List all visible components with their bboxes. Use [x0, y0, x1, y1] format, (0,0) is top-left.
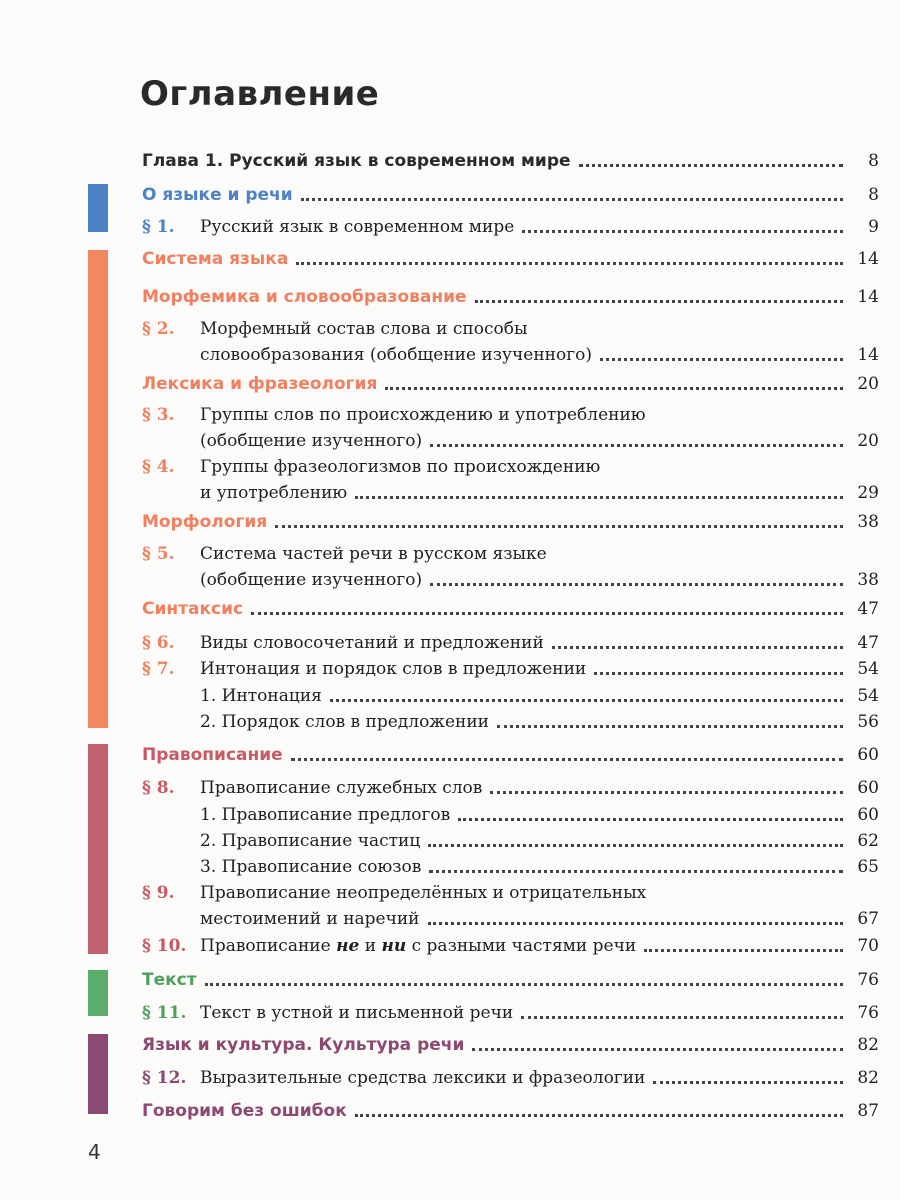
- page-number: 4: [88, 1140, 101, 1164]
- toc-subitem[interactable]: [142, 707, 879, 733]
- page-ref: 82: [857, 1035, 879, 1055]
- page-ref: 8: [868, 151, 879, 171]
- page-ref: 60: [857, 805, 879, 825]
- toc-section[interactable]: [142, 1096, 879, 1122]
- paragraph-title-cont: местоимений и наречий: [200, 909, 420, 929]
- section-title: Правописание: [142, 745, 283, 765]
- toc-section[interactable]: [142, 369, 879, 395]
- toc-paragraph-cont[interactable]: [142, 478, 879, 504]
- toc-section[interactable]: [142, 244, 879, 270]
- page-ref: 56: [857, 712, 879, 732]
- paragraph-title: Правописание не и ни с разными частями речи: [200, 936, 637, 956]
- page-ref: 60: [857, 745, 879, 765]
- paragraph-number: § 11.: [142, 1003, 187, 1023]
- toc-paragraph[interactable]: [142, 1063, 879, 1089]
- paragraph-title: Интонация и порядок слов в предложении: [200, 659, 587, 679]
- page-ref: 60: [857, 778, 879, 798]
- toc-paragraph[interactable]: [142, 654, 879, 680]
- paragraph-number: § 3.: [142, 405, 175, 425]
- page-ref: 82: [857, 1068, 879, 1088]
- section-title: Лексика и фразеология: [142, 374, 378, 394]
- color-bar-rose: [88, 744, 108, 954]
- toc-paragraph-cont[interactable]: [142, 565, 879, 591]
- toc-subitem[interactable]: [142, 852, 879, 878]
- toc-section[interactable]: [142, 282, 879, 308]
- page-ref: 54: [857, 686, 879, 706]
- paragraph-title: Группы фразеологизмов по происхождению: [200, 457, 601, 477]
- leader-dots: [430, 583, 843, 586]
- toc-paragraph[interactable]: [142, 998, 879, 1024]
- paragraph-number: § 4.: [142, 457, 175, 477]
- toc-paragraph[interactable]: [142, 878, 879, 904]
- leader-dots: [497, 725, 843, 728]
- page-ref: 62: [857, 831, 879, 851]
- paragraph-title: Русский язык в современном мире: [200, 217, 515, 237]
- chapter-label: Глава 1. Русский язык в современном мире: [142, 151, 571, 171]
- leader-dots: [251, 612, 843, 615]
- subitem-title: 3. Правописание союзов: [200, 857, 422, 877]
- leader-dots: [291, 758, 843, 761]
- toc-paragraph-cont[interactable]: [142, 340, 879, 366]
- leader-dots: [472, 1048, 843, 1051]
- section-title: Говорим без ошибок: [142, 1101, 347, 1121]
- paragraph-title: Система частей речи в русском языке: [200, 544, 547, 564]
- page-ref: 65: [857, 857, 879, 877]
- leader-dots: [301, 198, 843, 201]
- leader-dots: [385, 387, 843, 390]
- toc-paragraph[interactable]: [142, 931, 879, 957]
- section-title: Язык и культура. Культура речи: [142, 1035, 465, 1055]
- color-bar-green: [88, 970, 108, 1016]
- paragraph-title: Выразительные средства лексики и фразеологии: [200, 1068, 646, 1088]
- paragraph-number: § 6.: [142, 633, 175, 653]
- subitem-title: 2. Порядок слов в предложении: [200, 712, 489, 732]
- paragraph-title: Правописание неопределённых и отрицательных: [200, 883, 647, 903]
- paragraph-title: Морфемный состав слова и способы: [200, 319, 528, 339]
- page-ref: 76: [857, 1003, 879, 1023]
- subitem-title: 1. Интонация: [200, 686, 322, 706]
- toc-section[interactable]: [142, 180, 879, 206]
- toc-paragraph[interactable]: [142, 539, 879, 565]
- leader-dots: [330, 699, 843, 702]
- paragraph-title: Текст в устной и письменной речи: [200, 1003, 514, 1023]
- toc-section[interactable]: [142, 507, 879, 533]
- toc-subitem[interactable]: [142, 681, 879, 707]
- toc-section[interactable]: [142, 740, 879, 766]
- paragraph-number: § 5.: [142, 544, 175, 564]
- paragraph-number: § 1.: [142, 217, 175, 237]
- page-ref: 47: [857, 633, 879, 653]
- leader-dots: [205, 983, 843, 986]
- paragraph-title-cont: (обобщение изученного): [200, 570, 423, 590]
- toc-paragraph[interactable]: [142, 773, 879, 799]
- color-bar-orange: [88, 250, 108, 728]
- paragraph-number: § 10.: [142, 936, 187, 956]
- paragraph-title-cont: (обобщение изученного): [200, 431, 423, 451]
- page-ref: 20: [857, 374, 879, 394]
- toc-section[interactable]: [142, 1030, 879, 1056]
- page-ref: 29: [857, 483, 879, 503]
- paragraph-title: Группы слов по происхождению и употреблению: [200, 405, 646, 425]
- toc-subitem[interactable]: [142, 826, 879, 852]
- page-ref: 14: [857, 249, 879, 269]
- page-ref: 8: [868, 185, 879, 205]
- leader-dots: [429, 870, 843, 873]
- page-ref: 67: [857, 909, 879, 929]
- page-ref: 9: [868, 217, 879, 237]
- page-ref: 87: [857, 1101, 879, 1121]
- toc-paragraph[interactable]: [142, 628, 879, 654]
- leader-dots: [355, 1114, 843, 1117]
- paragraph-number: § 12.: [142, 1068, 187, 1088]
- paragraph-title-cont: словообразования (обобщение изученного): [200, 345, 592, 365]
- toc-section[interactable]: [142, 965, 879, 991]
- toc-paragraph[interactable]: [142, 314, 879, 340]
- color-bar-purple: [88, 1034, 108, 1114]
- leader-dots: [600, 358, 843, 361]
- leader-dots: [490, 791, 843, 794]
- color-bar-blue: [88, 184, 108, 232]
- page-title: Оглавление: [140, 74, 380, 114]
- page-ref: 38: [857, 512, 879, 532]
- toc-paragraph-cont[interactable]: [142, 904, 879, 930]
- leader-dots: [521, 1016, 843, 1019]
- section-title: О языке и речи: [142, 185, 293, 205]
- page-ref: 54: [857, 659, 879, 679]
- leader-dots: [552, 646, 843, 649]
- toc-paragraph[interactable]: [142, 212, 879, 238]
- paragraph-title: Виды словосочетаний и предложений: [200, 633, 544, 653]
- subitem-title: 1. Правописание предлогов: [200, 805, 451, 825]
- paragraph-number: § 8.: [142, 778, 175, 798]
- toc-chapter-1[interactable]: [142, 146, 879, 172]
- leader-dots: [296, 262, 843, 265]
- paragraph-number: § 9.: [142, 883, 175, 903]
- leader-dots: [644, 949, 843, 952]
- leader-dots: [579, 164, 843, 167]
- leader-dots: [430, 444, 843, 447]
- toc-paragraph[interactable]: [142, 400, 879, 426]
- leader-dots: [428, 922, 844, 925]
- leader-dots: [653, 1081, 843, 1084]
- page-ref: 20: [857, 431, 879, 451]
- toc-paragraph-cont[interactable]: [142, 426, 879, 452]
- leader-dots: [355, 496, 843, 499]
- toc-paragraph[interactable]: [142, 452, 879, 478]
- leader-dots: [522, 230, 843, 233]
- leader-dots: [594, 672, 843, 675]
- leader-dots: [475, 300, 843, 303]
- page-ref: 47: [857, 599, 879, 619]
- toc-subitem[interactable]: [142, 800, 879, 826]
- paragraph-title: Правописание служебных слов: [200, 778, 483, 798]
- leader-dots: [428, 844, 843, 847]
- section-title: Синтаксис: [142, 599, 244, 619]
- paragraph-number: § 2.: [142, 319, 175, 339]
- page-ref: 14: [857, 345, 879, 365]
- section-title: Система языка: [142, 249, 289, 269]
- section-title: Текст: [142, 970, 197, 990]
- subitem-title: 2. Правописание частиц: [200, 831, 421, 851]
- paragraph-title-cont: и употреблению: [200, 483, 348, 503]
- page-ref: 14: [857, 287, 879, 307]
- section-title: Морфемика и словообразование: [142, 287, 467, 307]
- section-title: Морфология: [142, 512, 268, 532]
- toc-section[interactable]: [142, 594, 879, 620]
- page-ref: 38: [857, 570, 879, 590]
- paragraph-number: § 7.: [142, 659, 175, 679]
- page-ref: 76: [857, 970, 879, 990]
- page-ref: 70: [857, 936, 879, 956]
- leader-dots: [275, 525, 843, 528]
- leader-dots: [458, 818, 843, 821]
